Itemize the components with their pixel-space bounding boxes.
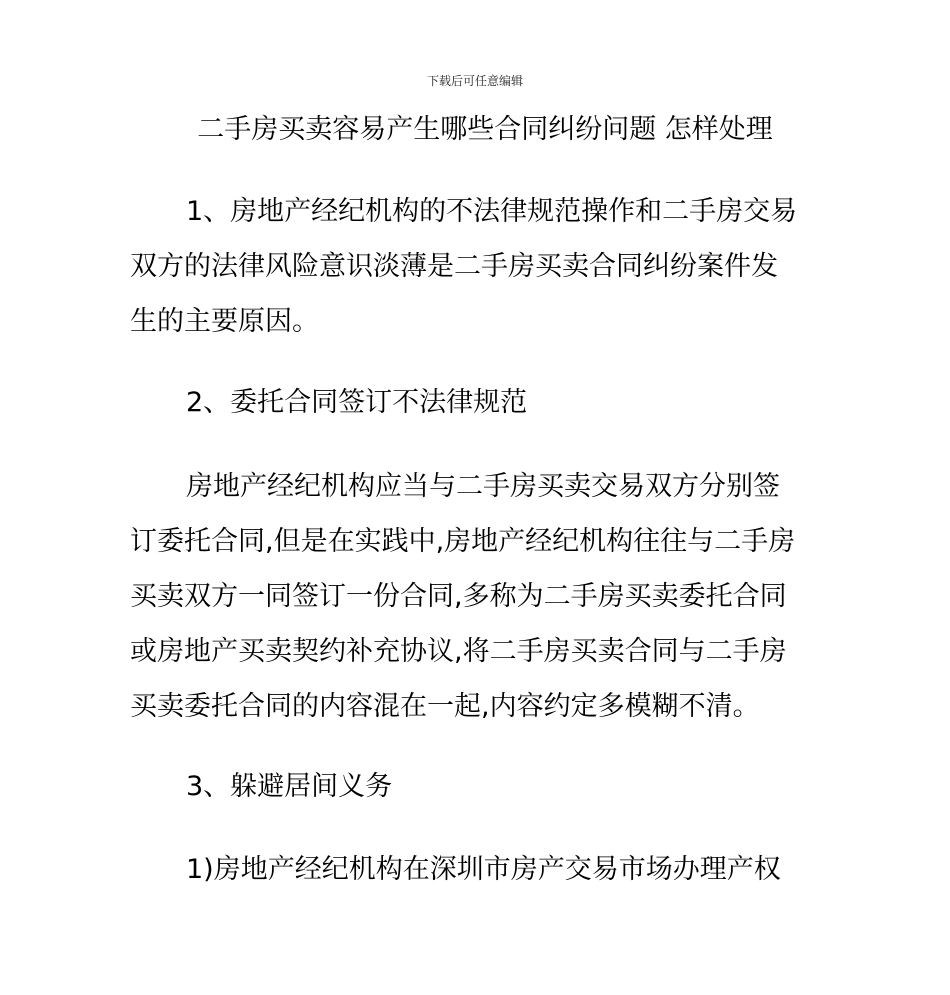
paragraph-5 [130, 842, 830, 897]
document-title: 二手房买卖容易产生哪些合同纠纷问题 怎样处理 [197, 114, 773, 145]
paragraph-line: 生的主要原因。 [130, 306, 319, 337]
section-heading: 2、委托合同签订不法律规范 [186, 387, 528, 418]
section-heading: 3、躲避居间义务 [186, 771, 393, 802]
paragraph-line: 或房地产买卖契约补充协议,将二手房买卖合同与二手房 [130, 636, 787, 667]
paragraph-line: 1、房地产经纪机构的不法律规范操作和二手房交易 [186, 196, 798, 227]
paragraph-line: 1)房地产经纪机构在深圳市房产交易市场办理产权 [186, 854, 781, 885]
paragraph-4 [130, 759, 830, 814]
header-note: 下载后可任意编辑 [426, 74, 523, 88]
paragraph-line: 房地产经纪机构应当与二手房买卖交易双方分别签 [186, 471, 780, 502]
paragraph-line: 订委托合同,但是在实践中,房地产经纪机构往往与二手房 [130, 526, 796, 557]
paragraph-1 [130, 184, 830, 349]
paragraph-line: 买卖委托合同的内容混在一起,内容约定多模糊不清。 [130, 691, 760, 722]
paragraph-2 [130, 375, 830, 430]
paragraph-3 [130, 459, 830, 734]
paragraph-line: 买卖双方一同签订一份合同,多称为二手房买卖委托合同 [130, 581, 787, 612]
paragraph-line: 双方的法律风险意识淡薄是二手房买卖合同纠纷案件发 [130, 251, 778, 282]
